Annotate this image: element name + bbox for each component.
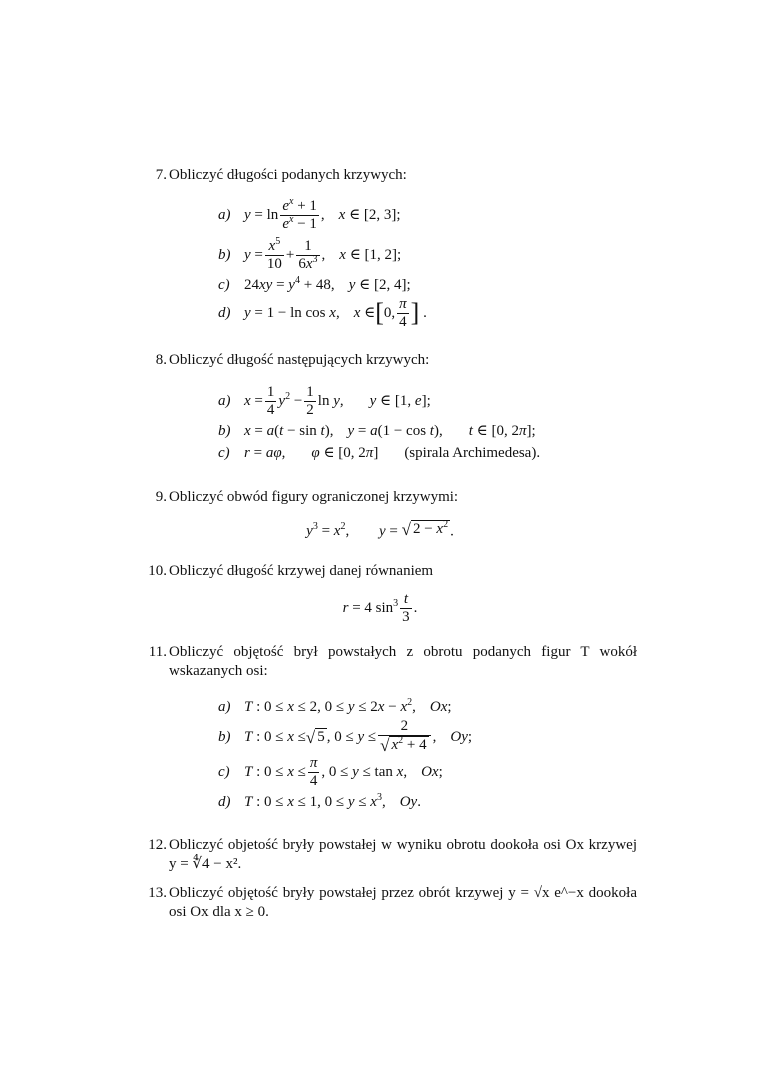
problem-number: 12. — [148, 837, 167, 853]
problem-text: Obliczyć długości podanych krzywych: — [169, 167, 407, 183]
formula-11d: d) T : 0 ≤ x ≤ 1, $0 \le y \le x^3$, Oy. — [218, 792, 421, 810]
formula-7b: b) y = $\frac{x^5}{10}$ + $\frac{1}{6x^3}$ , x ∈ [1, 2]; — [218, 236, 402, 272]
item-label: c) — [218, 277, 230, 293]
problem-text: Obliczyć objętość bryły powstałej przez obrót krzywej y = √x e^−x dookoła osi Ox dla x ≥ 0. — [169, 885, 637, 920]
item-label: b) — [218, 423, 231, 439]
formula-7c: c) $24xy = y^4 + 48$, y ∈ [2, 4]; — [218, 275, 411, 293]
problem-text: Obliczyć długość następujących krzywych: — [169, 352, 430, 368]
item-label: b) — [218, 247, 231, 263]
problem-number: 13. — [148, 885, 167, 901]
problem-number: 11. — [148, 644, 167, 660]
item-label: b) — [218, 728, 231, 745]
problem-number: 8. — [155, 352, 167, 368]
problem-number: 7. — [155, 167, 167, 183]
item-label: a) — [218, 699, 231, 715]
item-label: d) — [218, 794, 231, 810]
formula-7a: a) y = ln $\frac{e^x + 1}{e^x - 1}$ , x ∈ [2, 3]; — [218, 196, 401, 232]
formula-8b: b) x = a(t − sin t), y = a(1 − cos t), t ∈ [0, 2π]; — [218, 423, 536, 439]
item-label: c) — [218, 764, 230, 780]
formula-11a: a) T : 0 ≤ x ≤ 2, $0 \le y \le 2x - x^2$, Ox; — [218, 697, 452, 715]
formula-11b: b) T : 0 ≤ x ≤ √ 5 , 0 ≤ y ≤ 2 √ $x^2 + 4$ , Oy; — [218, 718, 473, 755]
problem-number: 9. — [155, 489, 167, 505]
formula-9: $y^3 = x^2$, y = √ $2 - x^2$ . — [306, 519, 454, 540]
formula-7d: d) y = 1 − ln cos x, x ∈ [ 0, $\frac{\pi}{4}$ ] . — [218, 296, 427, 330]
item-label: d) — [218, 305, 231, 321]
item-label: a) — [218, 393, 231, 409]
problem-text: Obliczyć objetość bryły powstałej w wyniku obrotu dookoła osi Ox krzywej y = ∜4 − x². — [169, 837, 637, 872]
formula-10: r = 4 $\sin^3$ $\frac{t}{3}$ . — [342, 591, 418, 625]
problem-text: Obliczyć długość krzywej danej równaniem — [169, 563, 434, 579]
formula-8a: a) x = $\frac{1}{4}$ $y^2$ − $\frac{1}{2}$ ln y, y ∈ [1, e]; — [218, 384, 431, 418]
problem-text: Obliczyć obwód figury ograniczonej krzywymi: — [169, 489, 459, 505]
formula-8c: c) r = aφ, φ ∈ [0, 2π] (spirala Archimedesa). — [218, 445, 541, 461]
item-label: c) — [218, 445, 230, 461]
formula-11c: c) T : 0 ≤ x ≤ $\frac{\pi}{4}$ , 0 ≤ y ≤ tan x, Ox; — [218, 755, 443, 789]
problem-text: Obliczyć objętość brył powstałych z obrotu podanych figur T wokół wskazanych osi: — [169, 644, 637, 679]
problem-number: 10. — [148, 563, 167, 579]
item-label: a) — [218, 207, 231, 223]
